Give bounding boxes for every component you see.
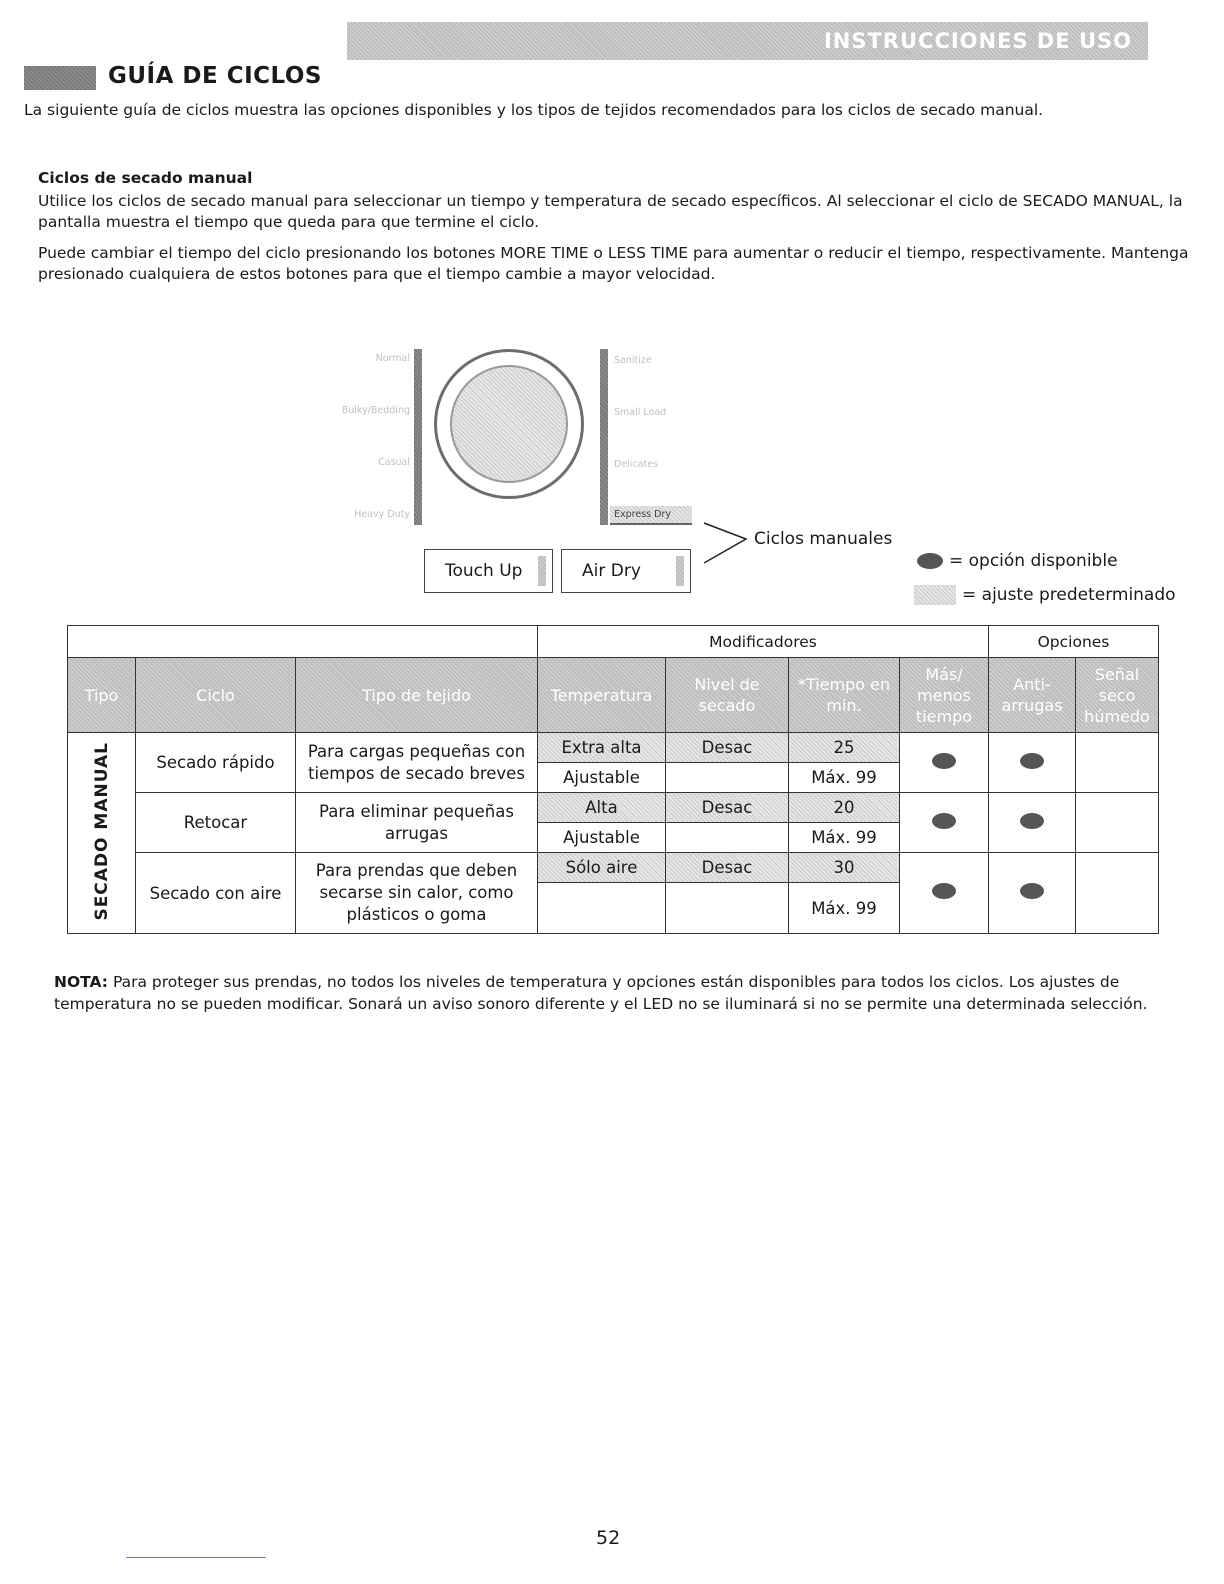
- cycle-label-heavy-duty: Heavy Duty: [354, 509, 410, 520]
- temp-default-cell: Alta: [538, 793, 666, 823]
- manual-dry-paragraph-2: Puede cambiar el tiempo del ciclo presionando los botones MORE TIME o LESS TIME para aumentar o reducir el tiempo, respectivamente. Mantenga presionado cualquiera de estos botones para que el tiempo cambie a mayor velocidad.: [38, 244, 1189, 283]
- legend-available: [917, 551, 1118, 571]
- tipo-cell: [68, 733, 136, 934]
- nivel-default-cell: Desac: [666, 853, 789, 883]
- bracket-pointer-icon: [702, 519, 752, 569]
- banner-title: INSTRUCCIONES DE USO: [823, 29, 1132, 53]
- title-marker: [24, 66, 96, 90]
- header-tiempo: *Tiempo en min.: [789, 658, 900, 733]
- ciclo-cell: Secado rápido: [136, 733, 296, 793]
- dial-center: [450, 365, 568, 483]
- top-banner: [347, 22, 1148, 60]
- tejido-cell: Para prendas que deben secarse sin calor, como plásticos o goma: [296, 853, 538, 934]
- manual-cycles-label: Ciclos manuales: [754, 529, 893, 549]
- touch-up-button[interactable]: [424, 549, 553, 593]
- available-dot-icon: [932, 753, 956, 769]
- tiempo-alt-cell: Máx. 99: [789, 823, 900, 853]
- tiempo-default-cell: 20: [789, 793, 900, 823]
- tiempo-alt-cell: Máx. 99: [789, 763, 900, 793]
- senal-cell: [1076, 733, 1159, 793]
- header-nivel: Nivel de secado: [666, 658, 789, 733]
- cycle-guide-table: [67, 625, 1159, 934]
- cycle-label-express-dry: Express Dry: [614, 509, 671, 520]
- nivel-default-cell: Desac: [666, 793, 789, 823]
- nivel-alt-cell: [666, 763, 789, 793]
- mas-menos-cell: [900, 733, 989, 793]
- note-label: NOTA:: [54, 973, 109, 991]
- temp-alt-cell: Ajustable: [538, 763, 666, 793]
- temp-default-cell: Extra alta: [538, 733, 666, 763]
- left-indicator-bar: [414, 349, 422, 525]
- table-top-blank: [68, 626, 538, 658]
- temp-alt-cell: Ajustable: [538, 823, 666, 853]
- cycle-label-casual: Casual: [378, 457, 410, 468]
- options-group-header: Opciones: [989, 626, 1159, 658]
- cycle-label-delicates: Delicates: [614, 459, 659, 470]
- legend-default-text: = ajuste predeterminado: [962, 585, 1176, 605]
- table-row: [68, 793, 1159, 823]
- control-panel-illustration: [330, 345, 893, 605]
- header-ciclo: Ciclo: [136, 658, 296, 733]
- header-anti-arrugas: Anti- arrugas: [989, 658, 1076, 733]
- touch-up-label: Touch Up: [445, 561, 523, 581]
- temp-alt-cell: [538, 883, 666, 934]
- temp-default-cell: Sólo aire: [538, 853, 666, 883]
- header-temperatura: Temperatura: [538, 658, 666, 733]
- cycle-dial[interactable]: [434, 349, 584, 499]
- available-dot-icon: [1020, 753, 1044, 769]
- mas-menos-cell: [900, 853, 989, 934]
- nivel-default-cell: Desac: [666, 733, 789, 763]
- tejido-cell: Para eliminar pequeñas arrugas: [296, 793, 538, 853]
- air-dry-button[interactable]: [561, 549, 691, 593]
- footer-rule: [126, 1557, 266, 1558]
- note-body: Para proteger sus prendas, no todos los niveles de temperatura y opciones están disponibles para todos los ciclos. Los ajustes de temperatura no se pueden modificar. Sonará un aviso sonoro diferente y el LED no se iluminará si no se permite una determinada selección.: [54, 973, 1148, 1013]
- anti-arrugas-cell: [989, 733, 1076, 793]
- note-text: [54, 971, 1194, 1015]
- air-dry-label: Air Dry: [582, 561, 641, 581]
- available-dot-icon: [917, 553, 943, 569]
- manual-dry-heading: Ciclos de secado manual: [38, 169, 253, 187]
- mas-menos-cell: [900, 793, 989, 853]
- nivel-alt-cell: [666, 883, 789, 934]
- table-row: [68, 853, 1159, 883]
- available-dot-icon: [1020, 813, 1044, 829]
- senal-cell: [1076, 793, 1159, 853]
- header-tipo: Tipo: [68, 658, 136, 733]
- section-title: GUÍA DE CICLOS: [108, 63, 322, 89]
- header-mas-menos: Más/ menos tiempo: [900, 658, 989, 733]
- table-row: [68, 733, 1159, 763]
- cycle-label-bulky: Bulky/Bedding: [341, 405, 410, 416]
- available-dot-icon: [932, 883, 956, 899]
- available-dot-icon: [932, 813, 956, 829]
- tiempo-default-cell: 25: [789, 733, 900, 763]
- intro-text: La siguiente guía de ciclos muestra las opciones disponibles y los tipos de tejidos recomendados para los ciclos de secado manual.: [24, 101, 1044, 119]
- default-swatch-icon: [914, 585, 956, 605]
- cycle-label-sanitize: Sanitize: [614, 355, 652, 366]
- ciclo-cell: Secado con aire: [136, 853, 296, 934]
- cycle-label-normal: Normal: [375, 353, 410, 364]
- tipo-value: SECADO MANUAL: [91, 741, 112, 921]
- anti-arrugas-cell: [989, 793, 1076, 853]
- tiempo-default-cell: 30: [789, 853, 900, 883]
- touch-up-indicator: [538, 556, 546, 586]
- page-number: 52: [596, 1527, 621, 1549]
- manual-dry-paragraph-1: Utilice los ciclos de secado manual para seleccionar un tiempo y temperatura de secado específicos. Al seleccionar el ciclo de SECADO MANUAL, la pantalla muestra el tiempo que queda para que termine el ciclo.: [38, 192, 1183, 231]
- available-dot-icon: [1020, 883, 1044, 899]
- legend-available-text: = opción disponible: [949, 551, 1118, 571]
- senal-cell: [1076, 853, 1159, 934]
- header-senal: Señal seco húmedo: [1076, 658, 1159, 733]
- right-indicator-bar: [600, 349, 608, 525]
- header-tejido: Tipo de tejido: [296, 658, 538, 733]
- legend-default: [914, 585, 1176, 605]
- ciclo-cell: Retocar: [136, 793, 296, 853]
- tejido-cell: Para cargas pequeñas con tiempos de secado breves: [296, 733, 538, 793]
- express-dry-highlight: [610, 506, 692, 525]
- nivel-alt-cell: [666, 823, 789, 853]
- modifiers-group-header: Modificadores: [538, 626, 989, 658]
- tiempo-alt-cell: Máx. 99: [789, 883, 900, 934]
- cycle-label-small-load: Small Load: [614, 407, 667, 418]
- anti-arrugas-cell: [989, 853, 1076, 934]
- air-dry-indicator: [676, 556, 684, 586]
